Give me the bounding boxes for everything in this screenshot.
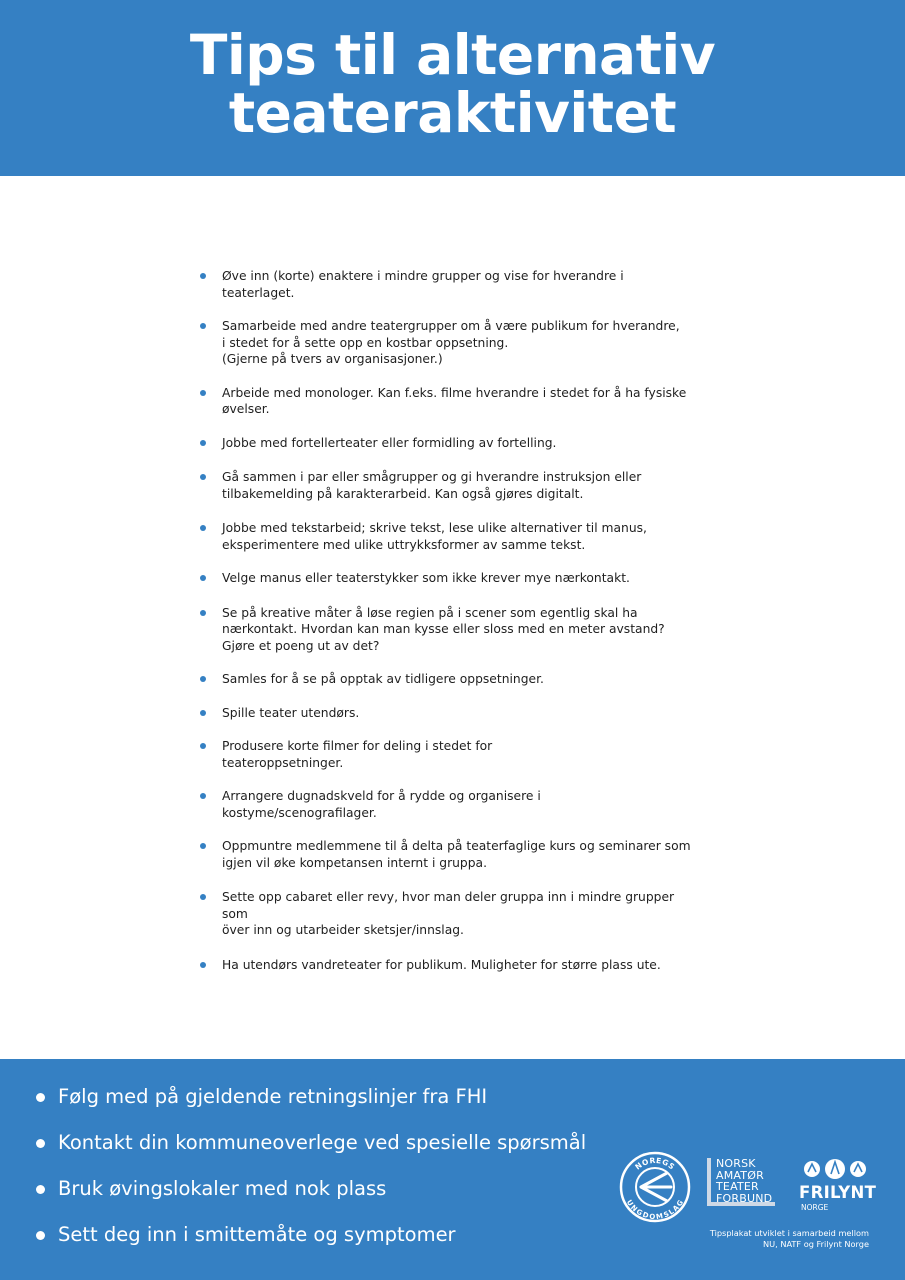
tip-item — [200, 957, 700, 974]
bullet-icon — [200, 962, 206, 968]
tip-text: Arbeide med monologer. Kan f.eks. filme hverandre i stedet for å ha fysiske øvelser. — [222, 385, 687, 416]
bullet-icon — [200, 676, 206, 682]
bullet-icon — [200, 474, 206, 480]
bullet-icon — [200, 710, 206, 716]
frilynt-name: FRILYNT — [799, 1183, 877, 1202]
bullet-icon — [36, 1139, 45, 1148]
bullet-icon — [200, 390, 206, 396]
tip-item — [200, 738, 700, 771]
bullet-icon — [36, 1231, 45, 1240]
bullet-icon — [200, 743, 206, 749]
tip-text: Samarbeide med andre teatergrupper om å være publikum for hverandre, i stedet for å sette opp en kostbar oppsetning. (Gjerne på tvers av organisasjoner.) — [222, 319, 680, 366]
guideline-item — [36, 1085, 586, 1131]
tip-item — [200, 838, 700, 871]
guideline-item — [36, 1131, 586, 1177]
bullet-icon — [36, 1093, 45, 1102]
tip-item — [200, 435, 700, 452]
tip-text: Arrangere dugnadskveld for å rydde og organisere i kostyme/scenografilager. — [222, 789, 541, 820]
guideline-item — [36, 1177, 586, 1223]
bullet-icon — [200, 323, 206, 329]
bullet-icon — [200, 843, 206, 849]
tip-text: Samles for å se på opptak av tidligere oppsetninger. — [222, 672, 544, 686]
tip-item — [200, 889, 700, 939]
nu-bottom-text: UNGDOMSLAG — [624, 1198, 686, 1221]
tip-text: Sette opp cabaret eller revy, hvor man deler gruppa inn i mindre grupper som över inn og utarbeider sketsjer/innslag. — [222, 890, 675, 937]
tip-item — [200, 520, 700, 553]
noregs-ungdomslag-logo — [619, 1151, 691, 1223]
bullet-icon — [36, 1185, 45, 1194]
natf-logo — [707, 1158, 787, 1216]
tip-item — [200, 605, 700, 655]
nu-emblem-icon — [619, 1151, 691, 1223]
tip-item — [200, 671, 700, 688]
tip-text: Ha utendørs vandreteater for publikum. Muligheter for større plass ute. — [222, 957, 661, 972]
tip-text: Øve inn (korte) enaktere i mindre grupper og vise for hverandre i teaterlaget. — [222, 269, 624, 300]
bullet-icon — [200, 525, 206, 531]
credit-text: Tipsplakat utviklet i samarbeid mellom NU, NATF og Frilynt Norge — [709, 1228, 869, 1249]
tip-text: Spille teater utendørs. — [222, 705, 360, 720]
frilynt-logo — [797, 1158, 877, 1218]
tip-text: Produsere korte filmer for deling i stedet for teateroppsetninger. — [222, 739, 493, 770]
tip-text: Jobbe med fortellerteater eller formidling av fortelling. — [222, 435, 557, 450]
bullet-icon — [200, 894, 206, 900]
svg-text:NOREGS — [633, 1156, 676, 1172]
guideline-text: Følg med på gjeldende retningslinjer fra FHI — [58, 1085, 488, 1108]
tip-item — [200, 788, 700, 821]
guideline-text: Kontakt din kommuneoverlege ved spesielle spørsmål — [58, 1131, 587, 1154]
frilynt-figures-icon — [803, 1158, 867, 1180]
page-title: Tips til alternativ teateraktivitet — [189, 23, 716, 145]
bullet-icon — [200, 273, 206, 279]
guidelines-list — [36, 1085, 586, 1269]
tip-item — [200, 318, 700, 368]
tip-text: Se på kreative måter å løse regien på i scener som egentlig skal ha nærkontakt. Hvordan kan man kysse eller sloss med en meter avstand? Gjøre et poeng ut av det? — [222, 605, 665, 653]
guideline-text: Sett deg inn i smittemåte og symptomer — [58, 1223, 456, 1246]
tip-item — [200, 268, 700, 301]
guideline-text: Bruk øvingslokaler med nok plass — [58, 1177, 387, 1200]
bullet-icon — [200, 575, 206, 581]
tip-item — [200, 385, 700, 418]
bullet-icon — [200, 440, 206, 446]
tip-item — [200, 705, 700, 722]
header-banner — [0, 0, 905, 176]
footer-banner — [0, 1059, 905, 1280]
tip-text: Oppmuntre medlemmene til å delta på teaterfaglige kurs og seminarer som igjen vil øke kompetansen internt i gruppa. — [222, 839, 691, 870]
nu-top-text: NOREGS — [633, 1155, 677, 1172]
tip-text: Jobbe med tekstarbeid; skrive tekst, lese ulike alternativer til manus, eksperimentere med ulike uttrykksformer av samme tekst. — [222, 521, 647, 552]
tip-text: Gå sammen i par eller smågrupper og gi hverandre instruksjon eller tilbakemelding på karakterarbeid. Kan også gjøres digitalt. — [222, 470, 642, 501]
natf-bar-icon — [707, 1158, 711, 1206]
natf-logo-text: NORSK AMATØR TEATER FORBUND — [716, 1157, 773, 1205]
bullet-icon — [200, 610, 206, 616]
tip-item — [200, 469, 700, 502]
bullet-icon — [200, 793, 206, 799]
guideline-item — [36, 1223, 586, 1269]
svg-text:UNGDOMSLAG — [625, 1198, 685, 1221]
tip-text: Velge manus eller teaterstykker som ikke krever mye nærkontakt. — [222, 571, 630, 585]
tips-list — [200, 268, 700, 973]
tip-item — [200, 570, 700, 587]
frilynt-sub: NORGE — [801, 1203, 829, 1212]
